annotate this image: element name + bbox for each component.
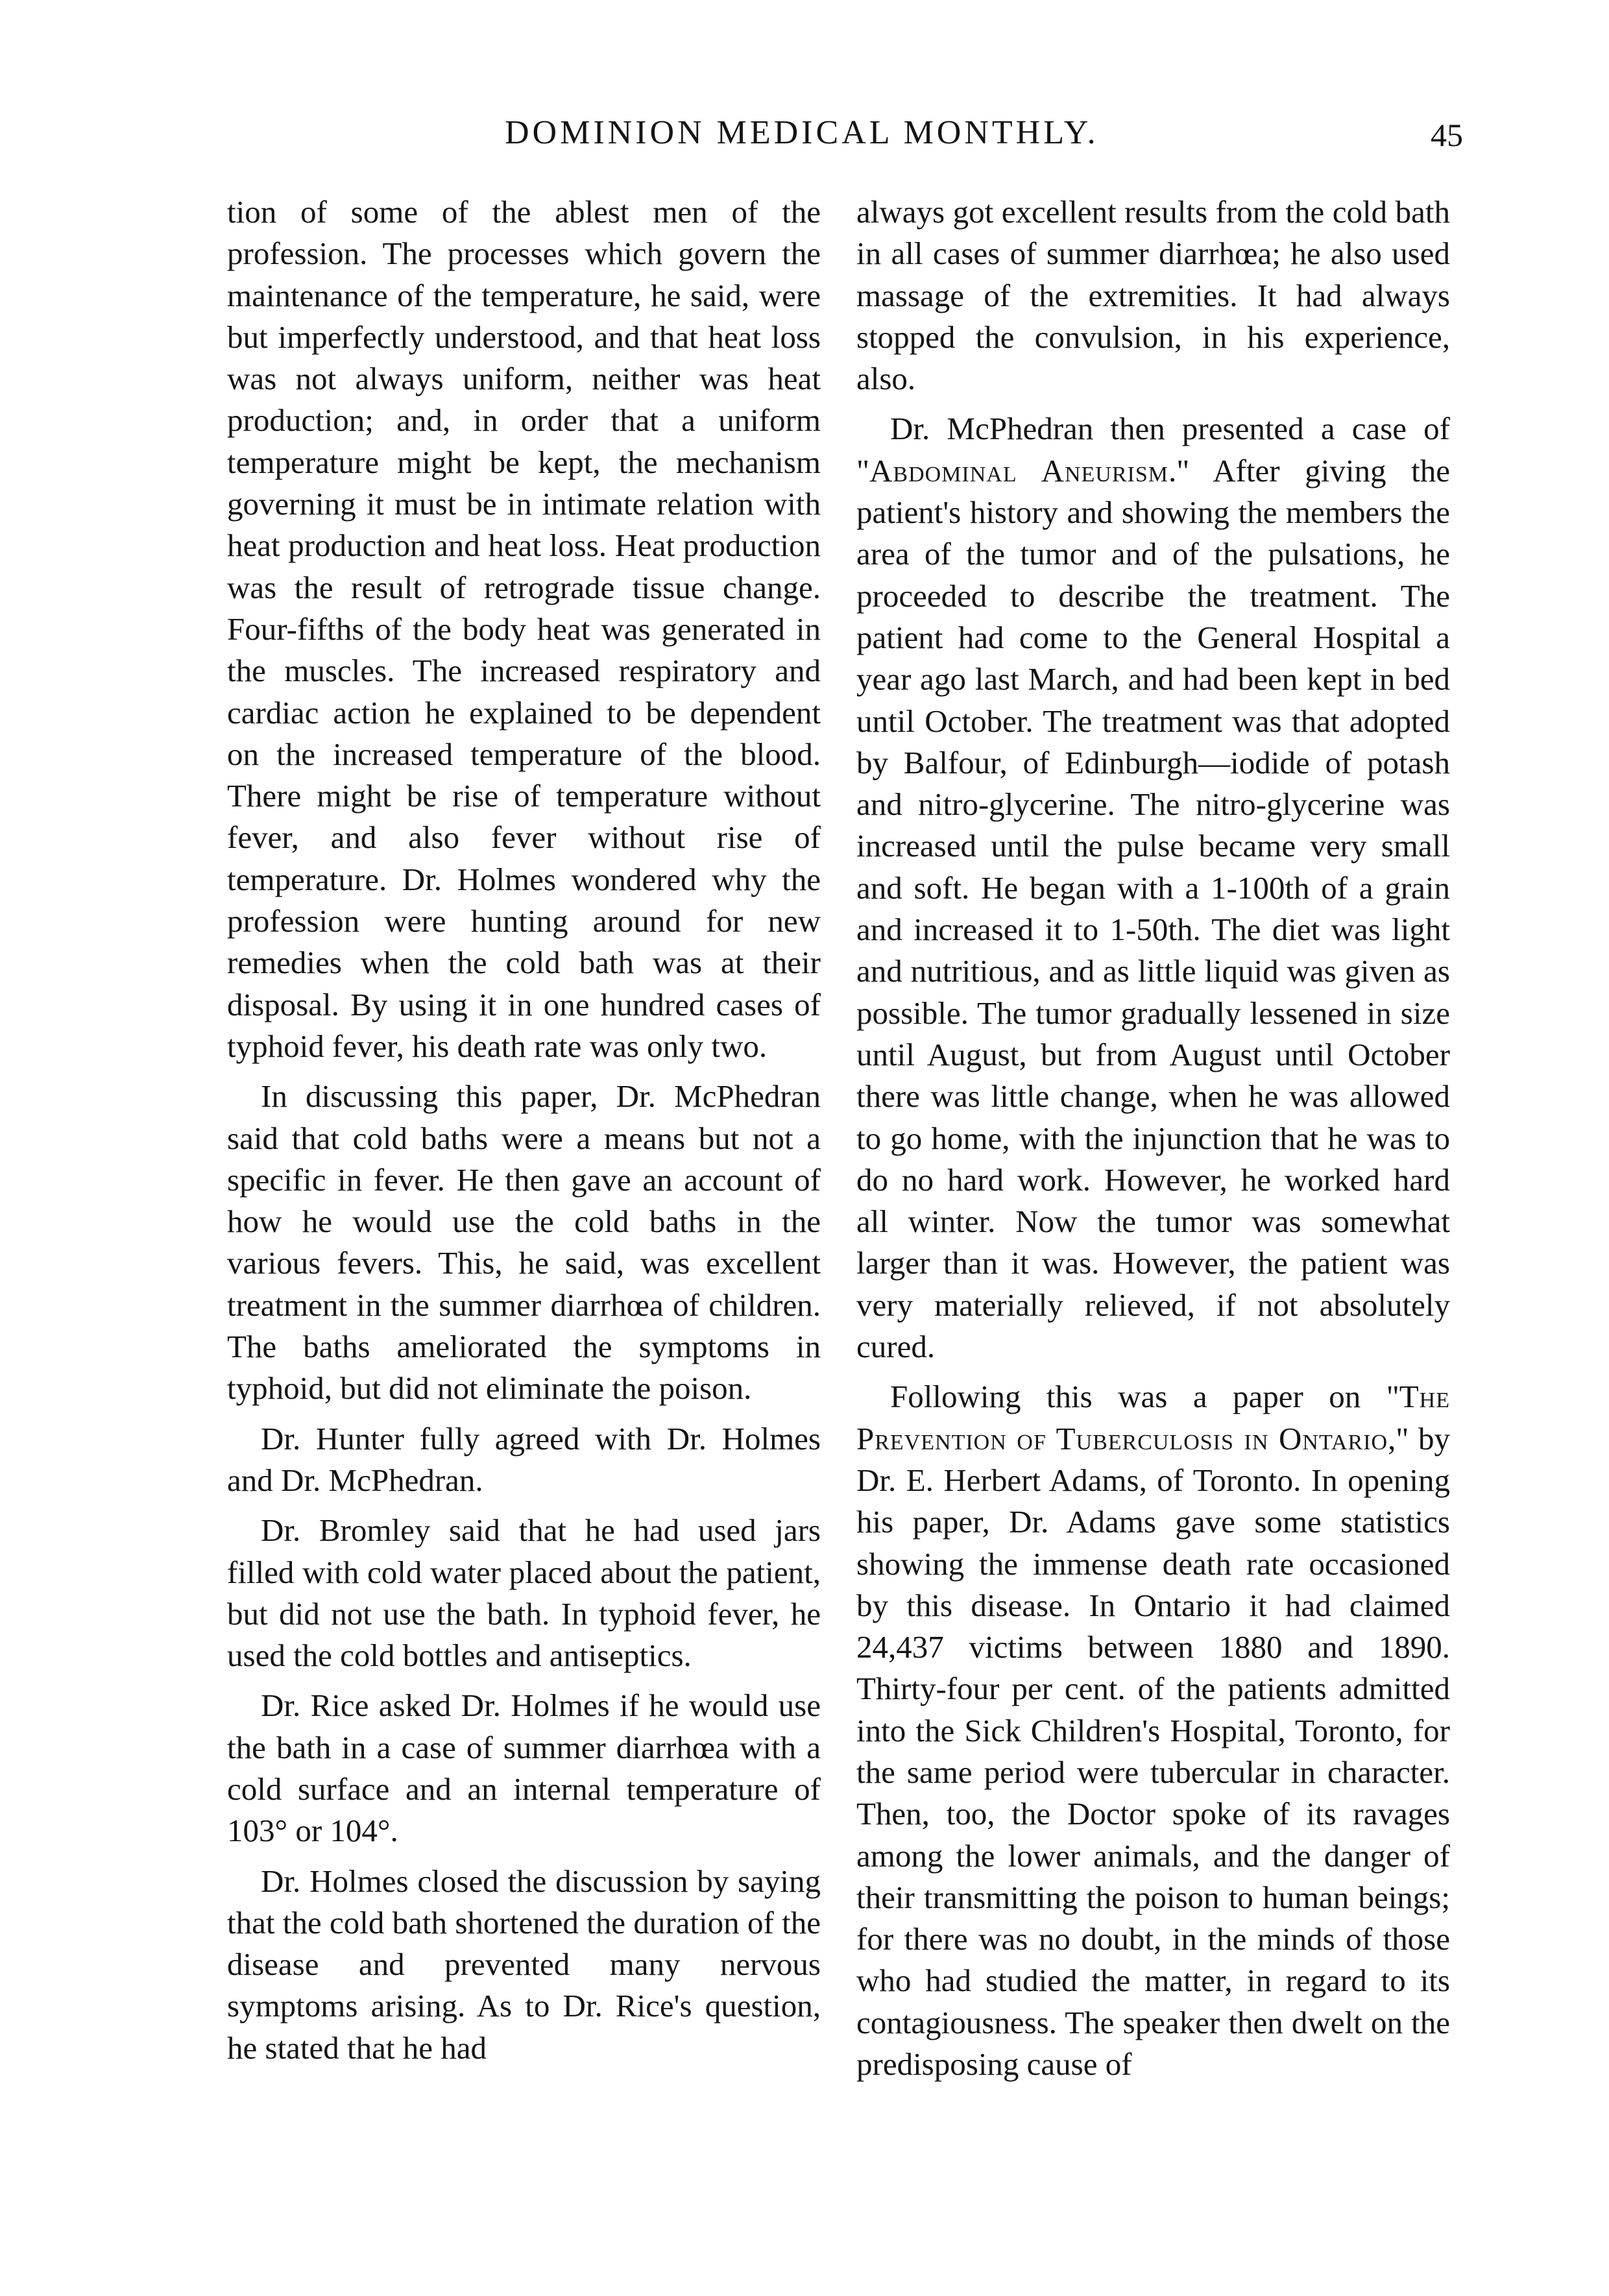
right-paragraph-2 xyxy=(856,408,1450,1368)
left-paragraph-4: Dr. Bromley said that he had used jars filled with cold water placed about the patient, but did not use the bath. In typhoid fever, he used the cold bottles and antiseptics. xyxy=(227,1512,821,1674)
right-paragraph-1: always got excellent results from the cold bath in all cases of summer diarrhœa; he also used massage of the extremities. It had always stopped the convulsion, in his experience, also. xyxy=(856,194,1450,397)
right-paragraph-3-lead: Following this was a paper on " xyxy=(890,1379,1399,1415)
right-paragraph-2-lead: Dr. McPhedran then presented a case of " xyxy=(856,411,1450,489)
left-paragraph-2: In discussing this paper, Dr. McPhedran said that cold baths were a means but not a specific in fever. He then gave an account of how he would use the cold baths in the various fevers. This, he said, was excellent treatment in the summer diarrhœa of children. The baths ameliorated the symptoms in typhoid, but did not eliminate the poison. xyxy=(227,1078,821,1407)
left-paragraph-3: Dr. Hunter fully agreed with Dr. Holmes and Dr. McPhedran. xyxy=(227,1420,821,1498)
left-paragraph-1: tion of some of the ablest men of the profession. The processes which govern the maintenance of the temperature, he said, were but imperfectly understood, and that heat loss was not always uniform, neither was heat production; and, in order that a uniform temperature might be kept, the mechanism governing it must be in intimate relation with heat production and heat loss. Heat production was the result of retrograde tissue change. Four-fifths of the body heat was generated in the muscles. The increased respiratory and cardiac action he explained to be dependent on the increased temperature of the blood. There might be rise of temperature without fever, and also fever without rise of temperature. Dr. Holmes wondered why the profession were hunting around for new remedies when the cold bath was at their disposal. By using it in one hundred cases of typhoid fever, his death rate was only two. xyxy=(227,194,821,1064)
case-title-abdominal-aneurism: Abdominal Aneurism xyxy=(869,452,1168,489)
paper-title-tuberculosis: The Prevention of Tuberculosis in Ontario xyxy=(856,1379,1450,1456)
running-title: DOMINION MEDICAL MONTHLY. xyxy=(505,114,1099,151)
right-paragraph-3-body: ," by Dr. E. Herbert Adams, of Toronto. In opening his paper, Dr. Adams gave some statistics showing the immense death rate occasioned by this disease. In Ontario it had claimed 24,437 victims between 1880 and 1890. Thirty-four per cent. of the patients admitted into the Sick Children's Hospital, Toronto, for the same period were tubercular in character. Then, too, the Doctor spoke of its ravages among the lower animals, and the danger of their transmitting the poison to human beings; for there was no doubt, in the minds of those who had studied the matter, in regard to its contagiousness. The speaker then dwelt on the predisposing cause of xyxy=(856,1420,1450,2083)
page-number: 45 xyxy=(1431,117,1463,153)
left-paragraph-6: Dr. Holmes closed the discussion by saying that the cold bath shortened the duration of the disease and prevented many nervous symptoms arising. As to Dr. Rice's question, he stated that he had xyxy=(227,1863,821,2066)
left-column xyxy=(227,191,821,2077)
right-paragraph-2-body: ." After giving the patient's history and showing the members the area of the tumor and of the pulsations, he proceeded to describe the treatment. The patient had come to the General Hospital a year ago last March, and had been kept in bed until October. The treatment was that adopted by Balfour, of Edinburgh—iodide of potash and nitro-glycerine. The nitro-glycerine was increased until the pulse became very small and soft. He began with a 1-100th of a grain and increased it to 1-50th. The diet was light and nutritious, and as little liquid was given as possible. The tumor gradually lessened in size until August, but from August until October there was little change, when he was allowed to go home, with the injunction that he was to do no hard work. However, he worked hard all winter. Now the tumor was somewhat larger than it was. However, the patient was very materially relieved, if not absolutely cured. xyxy=(856,452,1450,1365)
left-paragraph-5: Dr. Rice asked Dr. Holmes if he would use the bath in a case of summer diarrhœa with a cold surface and an internal temperature of 103° or 104°. xyxy=(227,1687,821,1849)
right-paragraph-3 xyxy=(856,1376,1450,2085)
right-column xyxy=(856,191,1450,2094)
page-header xyxy=(230,114,1463,165)
